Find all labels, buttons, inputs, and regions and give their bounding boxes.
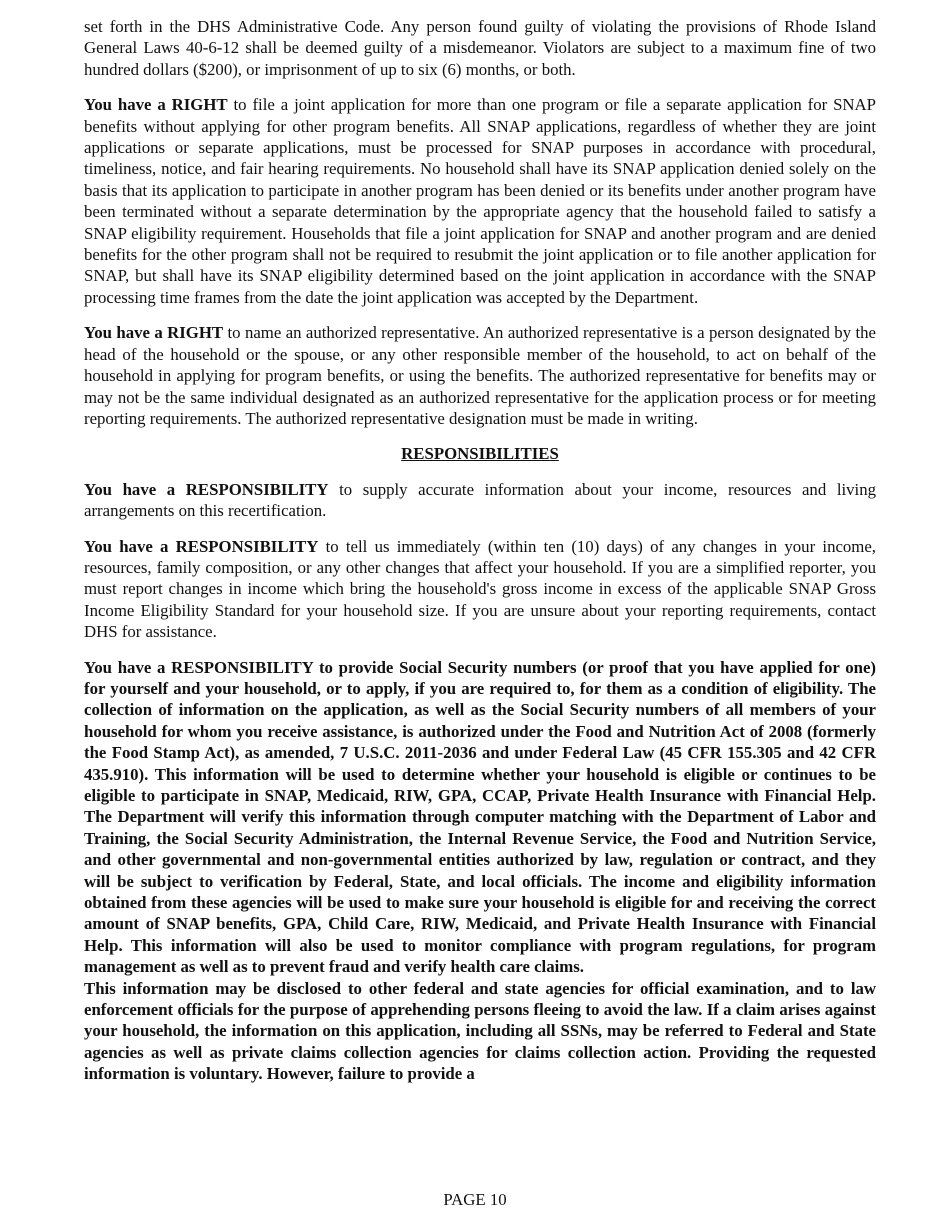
paragraph-penalties: set forth in the DHS Administrative Code. Any person found guilty of violating the provisions of Rhode Island General Laws 40-6-12 shall be deemed guilty of a misdemeanor. Violators are subject to a maximum fine of two hundred dollars ($200), or imprisonment of up to six (6) months, or both. [84,17,876,79]
right-lead: You have a RIGHT [84,323,224,343]
page-number: PAGE 10 [443,1190,507,1209]
paragraph-disclosure: This information may be disclosed to other federal and state agencies for official examination, and to law enforcement officials for the purpose of apprehending persons fleeing to avoid the law. If a claim arises against your household, the information on this application, including all SSNs, may be referred to Federal and State agencies as well as private claims collection agencies for claims collection action. Providing the requested information is voluntary. However, failure to provide a [84,978,876,1084]
responsibility-text: to tell us immediately (within ten (10) days) of any changes in your income, resources, family composition, or any other changes that affect your household. If you are a simplified reporter, you must report changes in income which bring the household's gross income in excess of the applicable SNAP Gross Income Eligibility Standard for your household size. If you are unsure about your reporting requirements, contact DHS for assistance. [84,536,876,642]
right-text: to name an authorized representative. An authorized representative is a person designated by the head of the household or the spouse, or any other responsible member of the household, to act on behalf of the household in applying for program benefits, or using the benefits. The authorized representative for benefits may or may not be the same individual designated as an authorized representative for the application process or for meeting reporting requirements. The authorized representative designation must be made in writing. [84,323,876,428]
paragraph-responsibility-ssn: You have a RESPONSIBILITY to provide Social Security numbers (or proof that you have applied for one) for yourself and your household, or to apply, if you are required to, for them as a condition of eligibility. The collection of information on the application, as well as the Social Security numbers of all members of your household for whom you receive assistance, is authorized under the Food and Nutrition Act of 2008 (formerly the Food Stamp Act), as amended, 7 U.S.C. 2011-2036 and under Federal Law (45 CFR 155.305 and 42 CFR 435.910). This information will be used to determine whether your household is eligible or continues to be eligible to participate in SNAP, Medicaid, RIW, GPA, CCAP, Private Health Insurance with Financial Help. The Department will verify this information through computer matching with the Department of Labor and Training, the Social Security Administration, the Internal Revenue Service, the Food and Nutrition Service, and other governmental and non-governmental entities authorized by law, regulation or contract, and they will be subject to verification by Federal, State, and local officials. The income and eligibility information obtained from these agencies will be used to make sure your household is eligible for and receiving the correct amount of SNAP benefits, GPA, Child Care, RIW, Medicaid, and Private Health Insurance with Financial Help. This information will also be used to monitor compliance with program regulations, for program management as well as to prevent fraud and verify health care claims. [84,657,876,977]
right-text: to file a joint application for more than one program or file a separate application for SNAP benefits without applying for other program benefits. All SNAP applications, regardless of whether they are joint applications or separate applications, must be processed for SNAP purposes in accordance with procedural, timeliness, notice, and fair hearing requirements. No household shall have its SNAP application denied solely on the basis that its application to participate in another program has been denied or its benefits under another program have been terminated without a separate determination by the appropriate agency that the household failed to satisfy a SNAP eligibility requirement. Households that file a joint application for SNAP and another program and are denied benefits for the other program shall not be required to resubmit the joint application or to file another application for SNAP, but shall have its SNAP eligibility determined based on the joint application in accordance with the SNAP processing time frames from the date the joint application was accepted by the Department. [84,95,876,307]
paragraph-responsibility-accurate-info [84,479,876,522]
document-page [84,16,876,1085]
responsibility-lead: You have a RESPONSIBILITY [84,479,329,499]
paragraph-responsibility-report-changes [84,536,876,643]
paragraph-right-joint-application [84,94,876,308]
right-lead: You have a RIGHT [84,95,228,115]
paragraph-right-authorized-rep [84,322,876,429]
responsibilities-heading: RESPONSIBILITIES [401,444,559,464]
responsibility-text: to supply accurate information about your income, resources and living arrangements on this recertification. [84,479,876,521]
responsibility-lead: You have a RESPONSIBILITY [84,536,319,556]
